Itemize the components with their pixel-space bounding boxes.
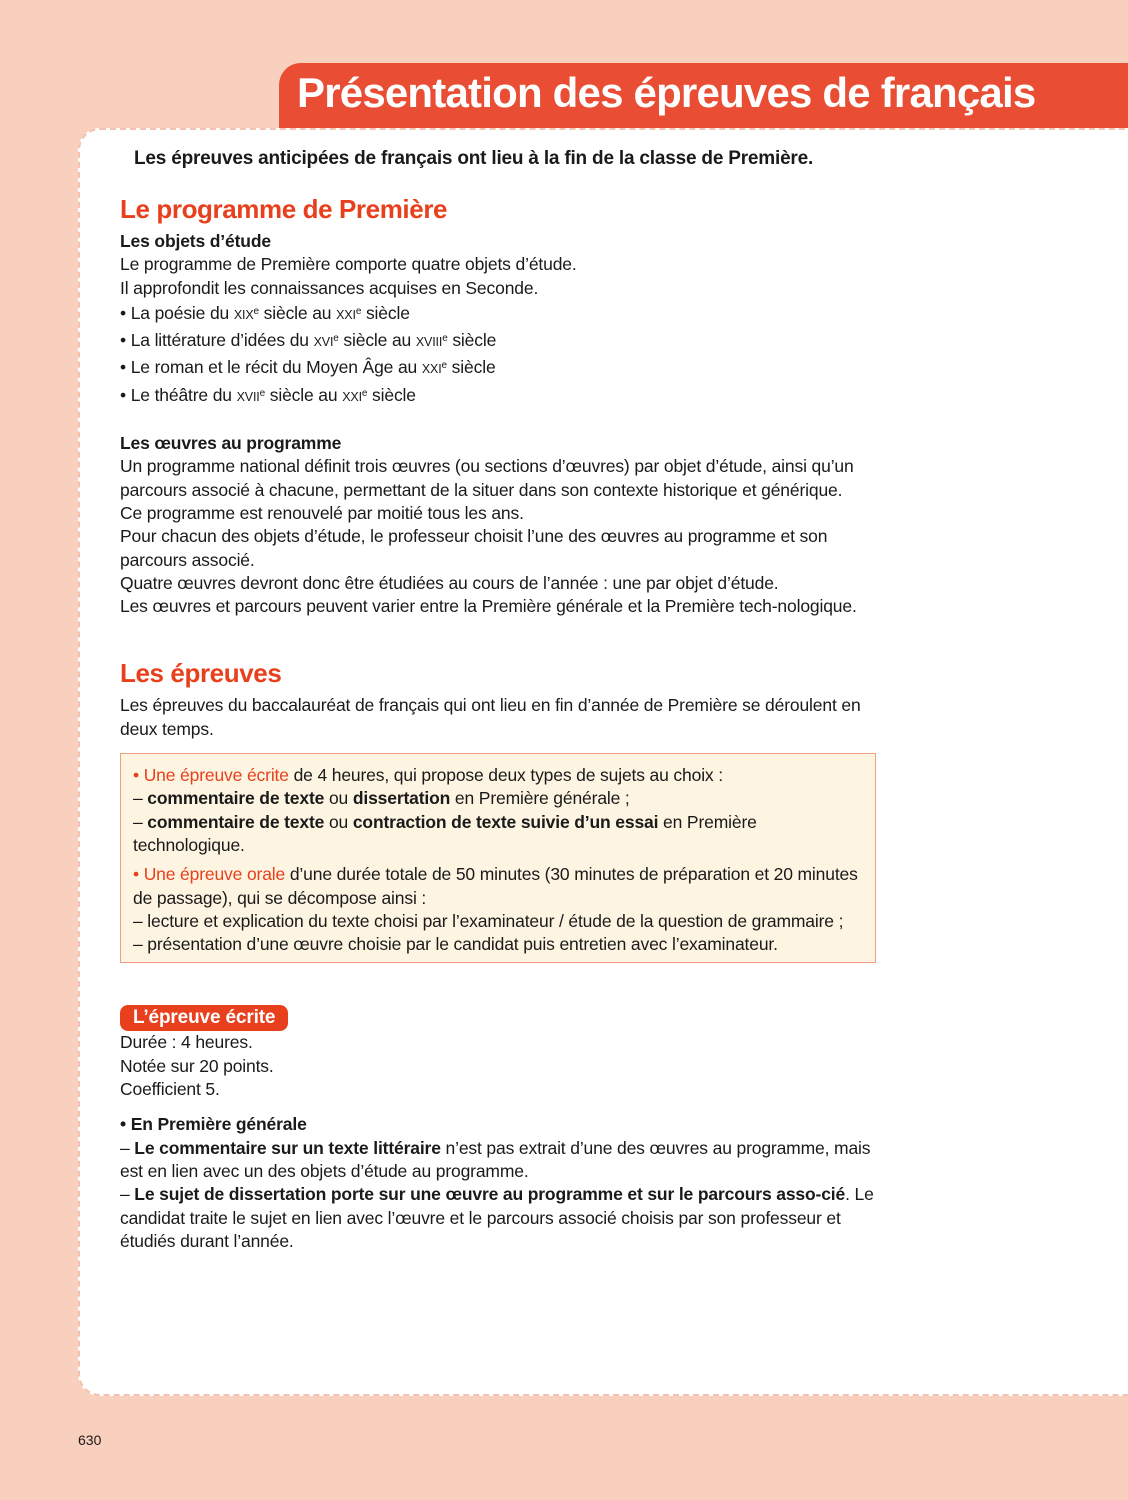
page-number: 630	[78, 1432, 102, 1448]
written-exam-label: L’épreuve écrite	[120, 1005, 288, 1031]
text-line	[120, 1055, 880, 1078]
page-title: Présentation des épreuves de français	[297, 69, 1036, 116]
text-segment: . Le candidat traite le sujet en lien avec l’œuvre et le parcours associé choisis par son professeur et étudiés durant l’année.	[120, 1184, 874, 1251]
text-line	[133, 933, 863, 956]
text-segment: en Première générale ;	[450, 788, 630, 809]
text-segment: e	[253, 305, 259, 317]
text-segment: – présentation d’une œuvre choisie par le candidat puis entretien avec l’examinateur.	[133, 934, 778, 955]
epreuves-text	[120, 694, 880, 741]
text-line	[133, 811, 863, 858]
text-segment: commentaire de texte	[147, 788, 325, 809]
text-segment: n’est pas extrait d’une des œuvres au programme, mais est en lien avec un des objets d’étude au programme.	[120, 1137, 871, 1181]
text-line	[120, 277, 880, 300]
text-segment: contraction de texte suivie d’un essai	[352, 811, 659, 832]
text-segment: Les œuvres et parcours peuvent varier entre la Première générale et la Première tech-nologique.	[120, 596, 857, 617]
text-segment: e	[442, 333, 448, 345]
text-segment: ou	[324, 788, 353, 809]
text-line	[120, 1137, 880, 1184]
text-segment: • Le roman et le récit du Moyen Âge au	[120, 357, 422, 378]
subheading-objets: Les objets d’étude	[120, 231, 271, 251]
text-segment: • En Première générale	[120, 1114, 307, 1135]
text-line	[120, 595, 880, 618]
text-line	[120, 1078, 880, 1101]
premiere-generale-text	[120, 1113, 880, 1253]
text-line	[133, 863, 863, 910]
text-segment: en Première technologique.	[133, 811, 757, 855]
text-line	[120, 1113, 880, 1136]
text-segment: e	[355, 305, 362, 317]
text-segment: Ce programme est renouvelé par moitié tous les ans.	[120, 502, 524, 523]
text-segment: • Une épreuve écrite	[133, 765, 289, 786]
text-segment: Le programme de Première comporte quatre objets d’étude.	[120, 254, 577, 275]
text-segment: e	[259, 387, 266, 399]
epreuves-summary-box	[120, 753, 876, 963]
text-segment: • Une épreuve orale	[133, 864, 286, 885]
text-segment: XVIII	[415, 335, 443, 350]
objets-text	[120, 253, 880, 409]
text-line	[120, 694, 880, 741]
text-segment: –	[133, 788, 148, 809]
text-segment: Durée : 4 heures.	[120, 1032, 253, 1053]
written-exam-summary	[133, 764, 863, 857]
text-line	[120, 327, 880, 354]
text-segment: siècle	[446, 357, 496, 378]
text-segment: Les épreuves du baccalauréat de français qui ont lieu en fin d’année de Première se déroulent en deux temps.	[120, 695, 861, 739]
text-segment: de 4 heures, qui propose deux types de sujets au choix :	[288, 765, 723, 786]
content	[120, 192, 880, 1253]
text-line	[120, 382, 880, 409]
text-segment: Le sujet de dissertation porte sur une œuvre au programme et sur le parcours asso-cié	[134, 1184, 846, 1205]
text-segment: e	[361, 387, 368, 399]
text-segment: XXI	[336, 307, 356, 322]
text-segment: Notée sur 20 points.	[120, 1055, 274, 1076]
text-line	[133, 787, 863, 810]
text-segment: siècle au	[338, 330, 416, 351]
text-line	[133, 764, 863, 787]
text-line	[120, 1031, 880, 1054]
text-segment: –	[133, 811, 148, 832]
text-segment: Un programme national définit trois œuvres (ou sections d’œuvres) par objet d’étude, ainsi qu’un parcours associé à chacune, permettant de la situer dans son contexte historique et générique.	[120, 456, 854, 500]
text-segment: siècle	[367, 384, 416, 405]
oral-exam-summary	[133, 863, 863, 956]
text-segment: e	[333, 333, 339, 345]
text-line	[120, 502, 880, 525]
text-line	[120, 525, 880, 572]
text-segment: ou	[324, 811, 353, 832]
text-line	[120, 253, 880, 276]
text-line	[120, 1183, 880, 1253]
oeuvres-text	[120, 455, 880, 618]
text-segment: • La poésie du	[120, 302, 234, 323]
text-segment: –	[120, 1184, 135, 1205]
text-segment: XVII	[236, 389, 260, 404]
text-segment: siècle	[361, 302, 410, 323]
subheading-oeuvres: Les œuvres au programme	[120, 433, 342, 454]
intro-text: Les épreuves anticipées de français ont lieu à la fin de la classe de Première.	[134, 148, 814, 169]
written-exam-details	[120, 1031, 880, 1101]
text-line	[120, 572, 880, 595]
text-segment: Il approfondit les connaissances acquises en Seconde.	[120, 277, 539, 298]
section-heading-epreuves: Les épreuves	[120, 658, 282, 689]
text-segment: Quatre œuvres devront donc être étudiées au cours de l’année : une par objet d’étude.	[120, 572, 779, 593]
text-segment: commentaire de texte	[147, 811, 325, 832]
section-heading-programme: Le programme de Première	[120, 194, 448, 224]
text-segment: Coefficient 5.	[120, 1079, 220, 1100]
text-segment: e	[441, 360, 447, 372]
text-segment: –	[120, 1137, 135, 1158]
text-segment: XXI	[421, 362, 442, 377]
text-segment: XXI	[342, 389, 362, 404]
text-line	[120, 300, 880, 327]
text-segment: d’une durée totale de 50 minutes (30 minutes de préparation et 20 minutes de passage), qui se décompose ainsi :	[133, 864, 858, 908]
text-segment: Pour chacun des objets d’étude, le professeur choisit l’une des œuvres au programme et son parcours associé.	[120, 526, 828, 570]
text-segment: siècle au	[258, 302, 337, 323]
text-line	[133, 910, 863, 933]
text-segment: XIX	[233, 307, 254, 322]
text-segment: siècle au	[265, 384, 343, 405]
text-segment: dissertation	[352, 788, 451, 809]
text-segment: – lecture et explication du texte choisi par l’examinateur / étude de la question de grammaire ;	[133, 910, 844, 931]
text-segment: • La littérature d’idées du	[120, 330, 314, 351]
text-line	[120, 354, 880, 381]
text-line	[120, 455, 880, 502]
text-segment: • Le théâtre du	[120, 384, 237, 405]
text-segment: XVI	[313, 335, 334, 350]
text-segment: siècle	[447, 330, 497, 351]
text-segment: Le commentaire sur un texte littéraire	[134, 1137, 441, 1158]
title-banner	[279, 63, 1128, 129]
